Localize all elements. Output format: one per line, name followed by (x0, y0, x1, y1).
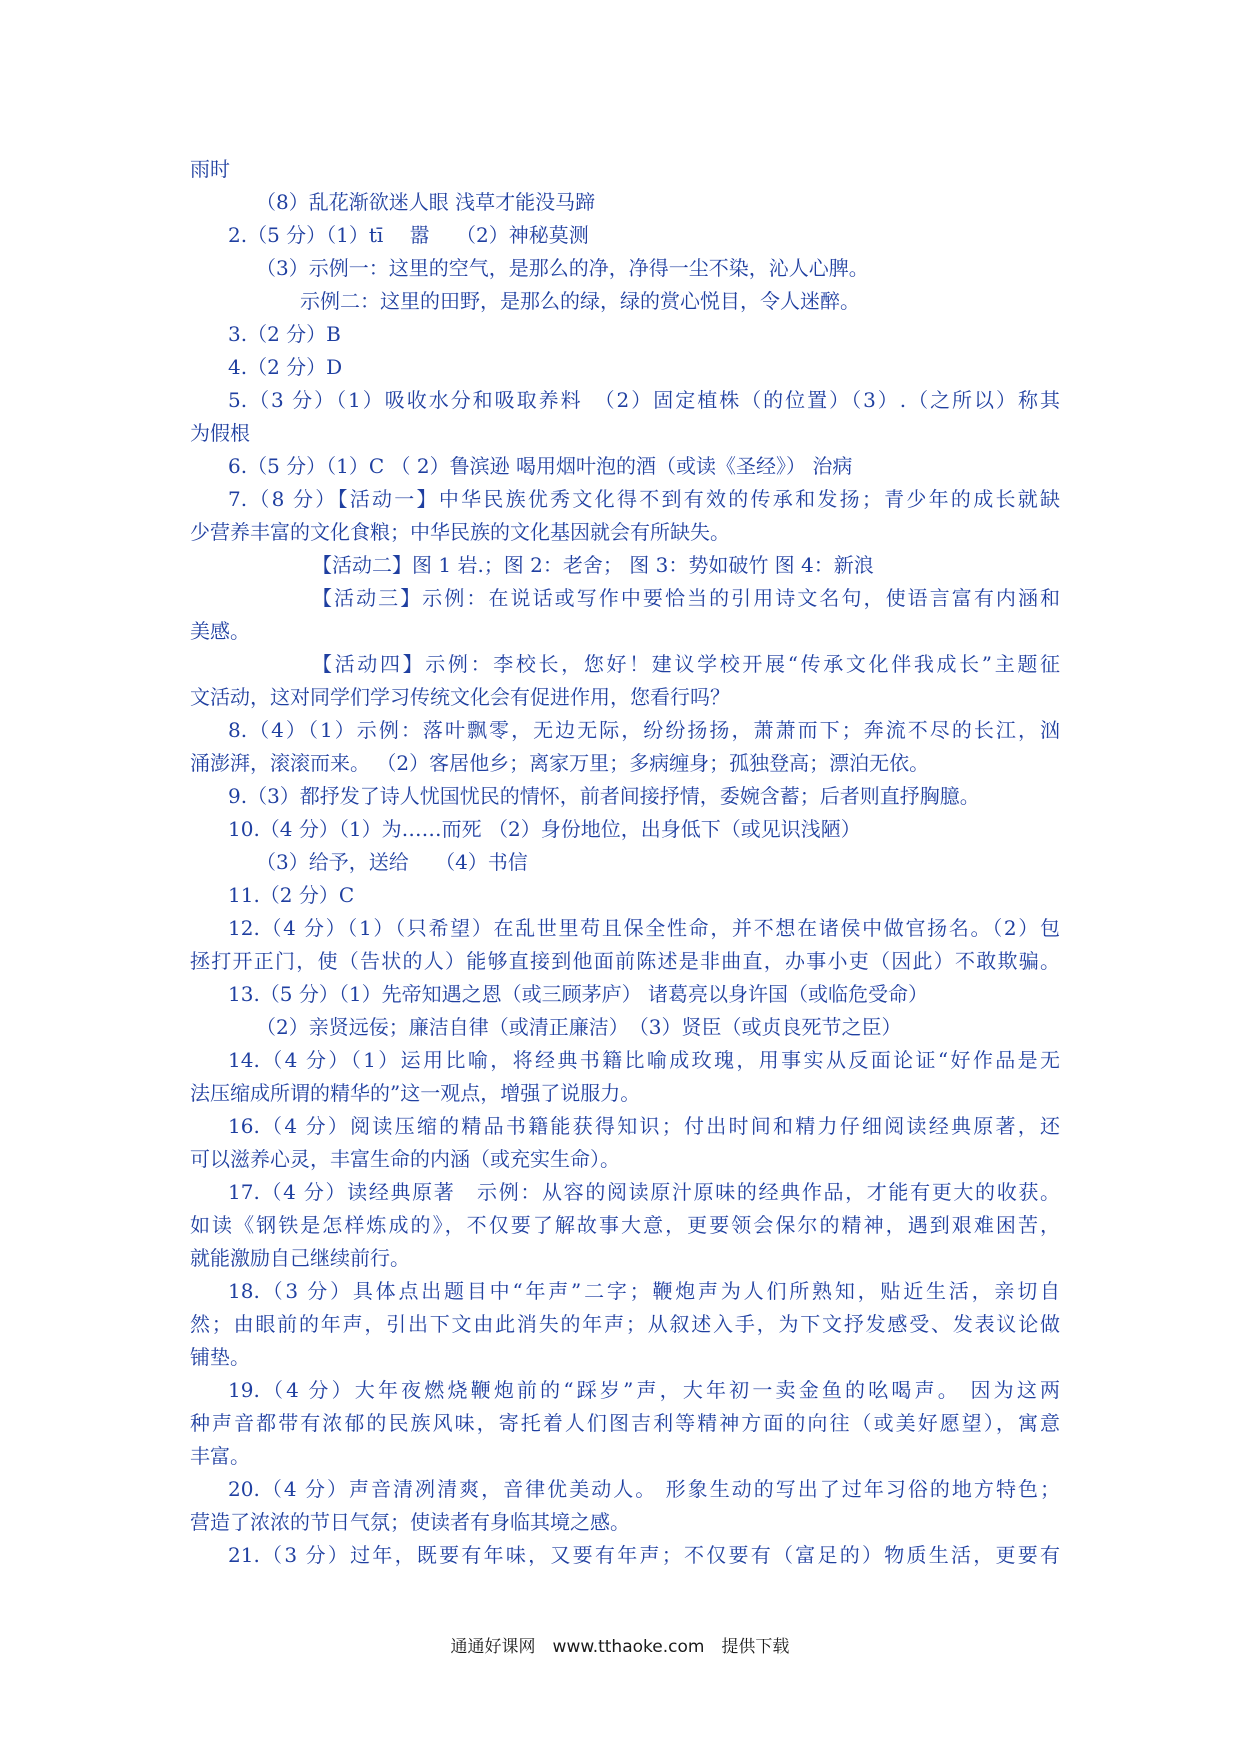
text-line: 【活动三】示例：在说话或写作中要恰当的引用诗文名句，使语言富有内涵和 (312, 586, 1060, 610)
text-line: 可以滋养心灵，丰富生命的内涵（或充实生命）。 (190, 1147, 620, 1171)
text-line: 5.（3 分）（1）吸收水分和吸取养料 （2）固定植株（的位置）（3）.（之所以）称其 (228, 388, 1060, 412)
text-line: 19.（4 分）大年夜燃烧鞭炮前的“踩岁”声，大年初一卖金鱼的吆喝声。 因为这两 (228, 1378, 1060, 1402)
text-line: 涌澎湃，滚滚而来。 （2）客居他乡；离家万里；多病缠身；孤独登高；漂泊无依。 (190, 751, 930, 775)
text-line: 【活动四】示例：李校长，您好！建议学校开展“传承文化伴我成长”主题征 (312, 652, 1060, 676)
text-line: 营造了浓浓的节日气氛；使读者有身临其境之感。 (190, 1510, 630, 1534)
text-line: 10.（4 分）（1）为……而死 （2）身份地位，出身低下（或见识浅陋） (228, 817, 861, 841)
text-line: （3）示例一：这里的空气，是那么的净，净得一尘不染，沁人心脾。 (256, 256, 869, 280)
text-line: 丰富。 (190, 1444, 250, 1468)
text-line: 铺垫。 (190, 1345, 250, 1369)
text-line: 21.（3 分）过年，既要有年味，又要有年声；不仅要有（富足的）物质生活，更要有 (228, 1543, 1060, 1567)
text-line: 如读《钢铁是怎样炼成的》，不仅要了解故事大意，更要领会保尔的精神，遇到艰难困苦， (190, 1213, 1060, 1237)
text-line: 然；由眼前的年声，引出下文由此消失的年声；从叙述入手，为下文抒发感受、发表议论做 (190, 1312, 1060, 1336)
text-line: 示例二：这里的田野，是那么的绿，绿的赏心悦目，令人迷醉。 (300, 289, 860, 313)
text-line: 3.（2 分）B (228, 322, 341, 346)
text-line: 2.（5 分）（1）tī 嚣 （2）神秘莫测 (228, 223, 589, 247)
text-line: 少营养丰富的文化食粮；中华民族的文化基因就会有所缺失。 (190, 520, 730, 544)
text-line: 4.（2 分）D (228, 355, 343, 379)
page-footer: 通通好课网 www.tthaoke.com 提供下载 (450, 1637, 790, 1657)
text-line: 12.（4 分）（1）（只希望）在乱世里苟且保全性命，并不想在诸侯中做官扬名。（2）包 (228, 916, 1060, 940)
text-line: 18.（3 分）具体点出题目中“年声”二字；鞭炮声为人们所熟知，贴近生活，亲切自 (228, 1279, 1060, 1303)
text-line: 种声音都带有浓郁的民族风味，寄托着人们图吉利等精神方面的向往（或美好愿望），寓意 (190, 1411, 1060, 1435)
text-line: 7.（8 分）【活动一】中华民族优秀文化得不到有效的传承和发扬；青少年的成长就缺 (228, 487, 1060, 511)
text-line: 6.（5 分）（1）C （ 2）鲁滨逊 喝用烟叶泡的酒（或读《圣经》） 治病 (228, 454, 853, 478)
text-line: 美感。 (190, 619, 250, 643)
text-line: 13.（5 分）（1）先帝知遇之恩（或三顾茅庐） 诸葛亮以身许国（或临危受命） (228, 982, 928, 1006)
text-line: 法压缩成所谓的精华的”这一观点，增强了说服力。 (190, 1081, 641, 1105)
text-line: 20.（4 分）声音清冽清爽，音律优美动人。 形象生动的写出了过年习俗的地方特色； (228, 1477, 1060, 1501)
text-line: 就能激励自己继续前行。 (190, 1246, 410, 1270)
text-line: 拯打开正门，使（告状的人）能够直接到他面前陈述是非曲直，办事小吏（因此）不敢欺骗。 (190, 949, 1060, 973)
text-line: 11.（2 分）C (228, 883, 355, 907)
text-line: 9.（3）都抒发了诗人忧国忧民的情怀，前者间接抒情，委婉含蓄；后者则直抒胸臆。 (228, 784, 980, 808)
text-line: 文活动，这对同学们学习传统文化会有促进作用，您看行吗？ (190, 685, 730, 709)
text-line: （2）亲贤远佞；廉洁自律（或清正廉洁） （3）贤臣（或贞良死节之臣） (256, 1015, 902, 1039)
text-line: 16.（4 分）阅读压缩的精品书籍能获得知识；付出时间和精力仔细阅读经典原著，还 (228, 1114, 1060, 1138)
text-line: 【活动二】图 1 岩.；图 2：老舍； 图 3：势如破竹 图 4：新浪 (312, 553, 874, 577)
text-line: 为假根 (190, 421, 250, 445)
text-line: 17.（4 分）读经典原著 示例：从容的阅读原汁原味的经典作品，才能有更大的收获。 (228, 1180, 1060, 1204)
text-line: （8）乱花渐欲迷人眼 浅草才能没马蹄 (256, 190, 596, 214)
text-line: （3）给予，送给 （4）书信 (256, 850, 528, 874)
text-line: 雨时 (190, 157, 230, 181)
text-line: 14.（4 分）（1）运用比喻，将经典书籍比喻成玫瑰，用事实从反面论证“好作品是无 (228, 1048, 1060, 1072)
text-line: 8.（4）（1）示例：落叶飘零，无边无际，纷纷扬扬，萧萧而下；奔流不尽的长江，汹 (228, 718, 1060, 742)
